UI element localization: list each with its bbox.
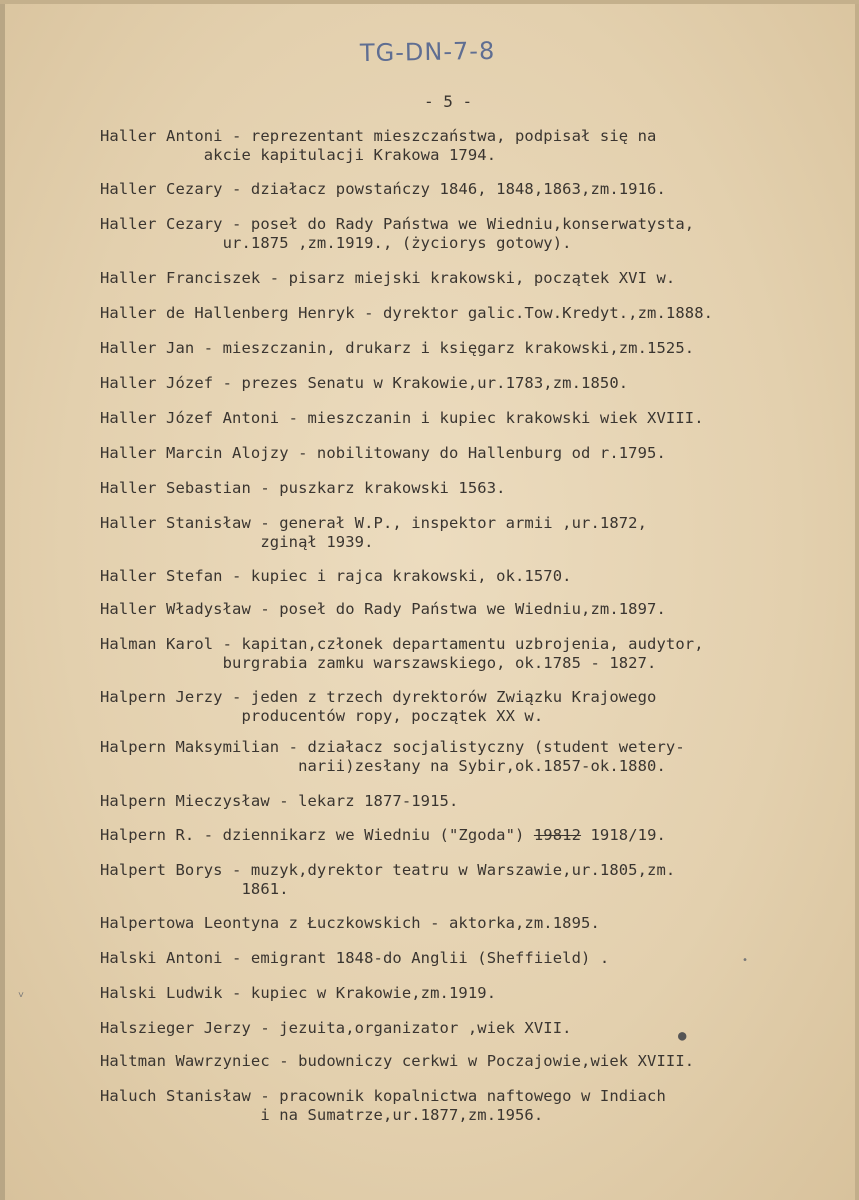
list-item: Haller Cezary - działacz powstańczy 1846, 1848,1863,zm.1916. (100, 180, 666, 198)
list-item: Halpertowa Leontyna z Łuczkowskich - aktorka,zm.1895. (100, 914, 600, 932)
list-item: Halszieger Jerzy - jezuita,organizator ,wiek XVII. (100, 1019, 572, 1037)
list-item: Halpern R. - dziennikarz we Wiedniu ("Zgoda") 19812 1918/19. (100, 826, 666, 844)
list-item: Halpern Mieczysław - lekarz 1877-1915. (100, 792, 459, 810)
list-item: Haltman Wawrzyniec - budowniczy cerkwi w Poczajowie,wiek XVIII. (100, 1052, 695, 1070)
list-item: Haller Franciszek - pisarz miejski krakowski, początek XVI w. (100, 269, 676, 287)
struck-out-text: 19812 (533, 826, 582, 844)
list-item: Halski Antoni - emigrant 1848-do Anglii (Sheffiield) . (100, 949, 610, 967)
list-item: Haller Marcin Alojzy - nobilitowany do Hallenburg od r.1795. (100, 444, 666, 462)
list-item: Halski Ludwik - kupiec w Krakowie,zm.1919. (100, 984, 497, 1002)
ink-spot: ● (678, 1028, 687, 1044)
list-item: Haller de Hallenberg Henryk - dyrektor galic.Tow.Kredyt.,zm.1888. (100, 304, 714, 322)
list-item: Haller Sebastian - puszkarz krakowski 1563. (100, 479, 506, 497)
list-item: Halpert Borys - muzyk,dyrektor teatru w Warszawie,ur.1805,zm. 1861. (100, 861, 676, 898)
list-item: Halpern Jerzy - jeden z trzech dyrektorów Związku Krajowego producentów ropy, początek XX w. (100, 688, 657, 725)
list-item: Halman Karol - kapitan,członek departamentu uzbrojenia, audytor, burgrabia zamku warszawskiego, ok.1785 - 1827. (100, 635, 704, 672)
list-item: Haller Władysław - poseł do Rady Państwa we Wiedniu,zm.1897. (100, 600, 666, 618)
page-number: - 5 - (424, 92, 473, 111)
list-item: Halpern Maksymilian - działacz socjalistyczny (student wetery- narii)zesłany na Sybir,ok.1857-ok.1880. (100, 738, 685, 775)
list-item: Haller Józef - prezes Senatu w Krakowie,ur.1783,zm.1850. (100, 374, 629, 392)
list-item: Haller Józef Antoni - mieszczanin i kupiec krakowski wiek XVIII. (100, 409, 704, 427)
handwritten-reference: TG-DN-7-8 (359, 36, 496, 68)
page-edge-top (0, 0, 859, 4)
list-item: Haluch Stanisław - pracownik kopalnictwa naftowego w Indiach i na Sumatrze,ur.1877,zm.1956. (100, 1087, 666, 1124)
margin-mark: ˅ (18, 990, 25, 1001)
margin-mark: • (742, 955, 749, 966)
list-item: Haller Jan - mieszczanin, drukarz i księgarz krakowski,zm.1525. (100, 339, 695, 357)
page-edge-right (855, 0, 859, 1200)
list-item: Haller Antoni - reprezentant mieszczaństwa, podpisał się na akcie kapitulacji Krakowa 1794. (100, 127, 657, 164)
list-item: Haller Cezary - poseł do Rady Państwa we Wiedniu,konserwatysta, ur.1875 ,zm.1919., (życiorys gotowy). (100, 215, 695, 252)
list-item: Haller Stanisław - generał W.P., inspektor armii ,ur.1872, zginął 1939. (100, 514, 648, 551)
list-item: Haller Stefan - kupiec i rajca krakowski, ok.1570. (100, 567, 572, 585)
page-edge-left (0, 0, 5, 1200)
